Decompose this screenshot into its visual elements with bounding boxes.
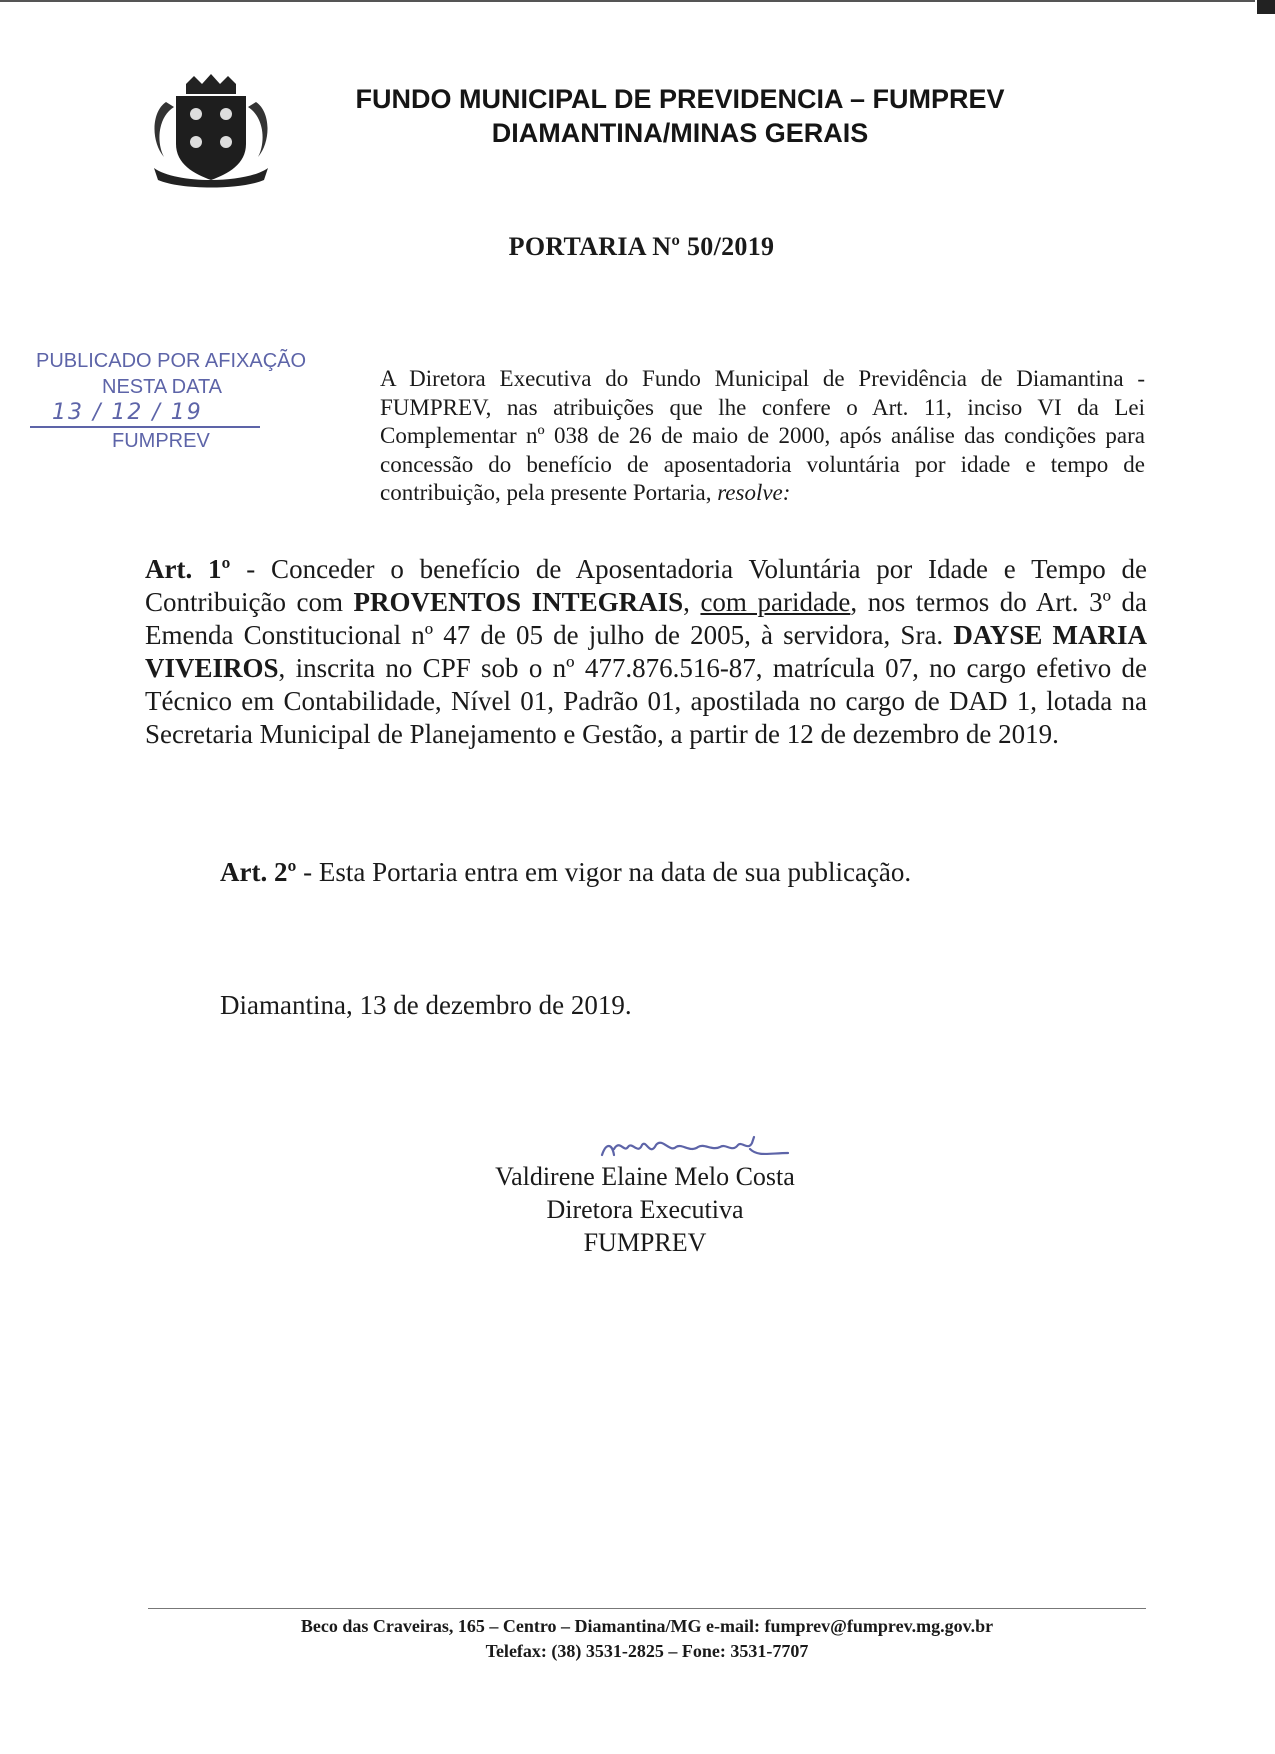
- stamp-line-1: PUBLICADO POR AFIXAÇÃO: [36, 350, 307, 372]
- footer-address: Beco das Craveiras, 165 – Centro – Diamantina/MG e-mail: fumprev@fumprev.mg.gov.br: [300, 1616, 994, 1636]
- footer: [148, 1614, 1146, 1664]
- signatory-role: Diretora Executiva: [546, 1195, 744, 1224]
- top-corner-mark: [1257, 0, 1275, 14]
- top-border-line: [0, 0, 1255, 2]
- place-and-date: Diamantina, 13 de dezembro de 2019.: [220, 990, 632, 1020]
- stamp-date: 13 / 12 / 19: [52, 400, 203, 425]
- article-2: [220, 857, 911, 888]
- article-1-label: Art. 1º: [145, 554, 231, 584]
- preamble-resolve: resolve:: [717, 480, 791, 505]
- article-1-underlined: com paridade: [700, 587, 851, 617]
- signatory-org: FUMPREV: [583, 1228, 707, 1257]
- footer-phones: Telefax: (38) 3531-2825 – Fone: 3531-7707: [485, 1641, 809, 1661]
- institution-name: FUNDO MUNICIPAL DE PREVIDENCIA – FUMPREV: [355, 84, 1005, 114]
- article-2-text: - Esta Portaria entra em vigor na data de sua publicação.: [296, 857, 912, 887]
- institution-location: DIAMANTINA/MINAS GERAIS: [491, 118, 869, 148]
- institution-header: [300, 82, 1060, 150]
- publication-stamp: [30, 350, 320, 460]
- article-1-text-b: ,: [683, 587, 701, 617]
- article-2-label: Art. 2º: [220, 857, 297, 887]
- document-title: PORTARIA Nº 50/2019: [508, 232, 775, 261]
- article-1-text-a: - Conceder o benefício de Aposentadoria Voluntária por Idade e Tempo de Contribuição com: [145, 554, 1147, 617]
- signature-block: [430, 1160, 860, 1259]
- municipal-coat-of-arms-icon: [146, 72, 276, 192]
- article-1-bold-a: PROVENTOS INTEGRAIS: [353, 587, 684, 617]
- article-1-bold-b: DAYSE MARIA VIVEIROS: [145, 620, 1147, 683]
- stamp-line-3: FUMPREV: [112, 430, 210, 452]
- article-1-text-d: , inscrita no CPF sob o nº 477.876.516-87, matrícula 07, no cargo efetivo de Técnico em Contabilidade, Nível 01, Padrão 01, apostilada no cargo de DAD 1, lotada na Secretaria Municipal de Planejamento e Gestão, a partir de 12 de dezembro de 2019.: [145, 653, 1147, 749]
- article-1-text-c: , nos termos do Art. 3º da Emenda Constitucional nº 47 de 05 de julho de 2005, à servidora, Sra.: [145, 587, 1147, 650]
- footer-divider: [148, 1608, 1146, 1609]
- article-1: [145, 553, 1147, 751]
- stamp-line-2: NESTA DATA: [102, 376, 223, 398]
- preamble-text: A Diretora Executiva do Fundo Municipal de Previdência de Diamantina - FUMPREV, nas atribuições que lhe confere o Art. 11, inciso VI da Lei Complementar nº 038 de 26 de maio de 2000, após análise das condições para concessão do benefício de aposentadoria voluntária por idade e tempo de contribuição, pela presente Portaria,: [380, 366, 1145, 505]
- preamble-paragraph: [380, 365, 1145, 508]
- signatory-name: Valdirene Elaine Melo Costa: [495, 1162, 795, 1191]
- stamp-rule: [30, 426, 260, 428]
